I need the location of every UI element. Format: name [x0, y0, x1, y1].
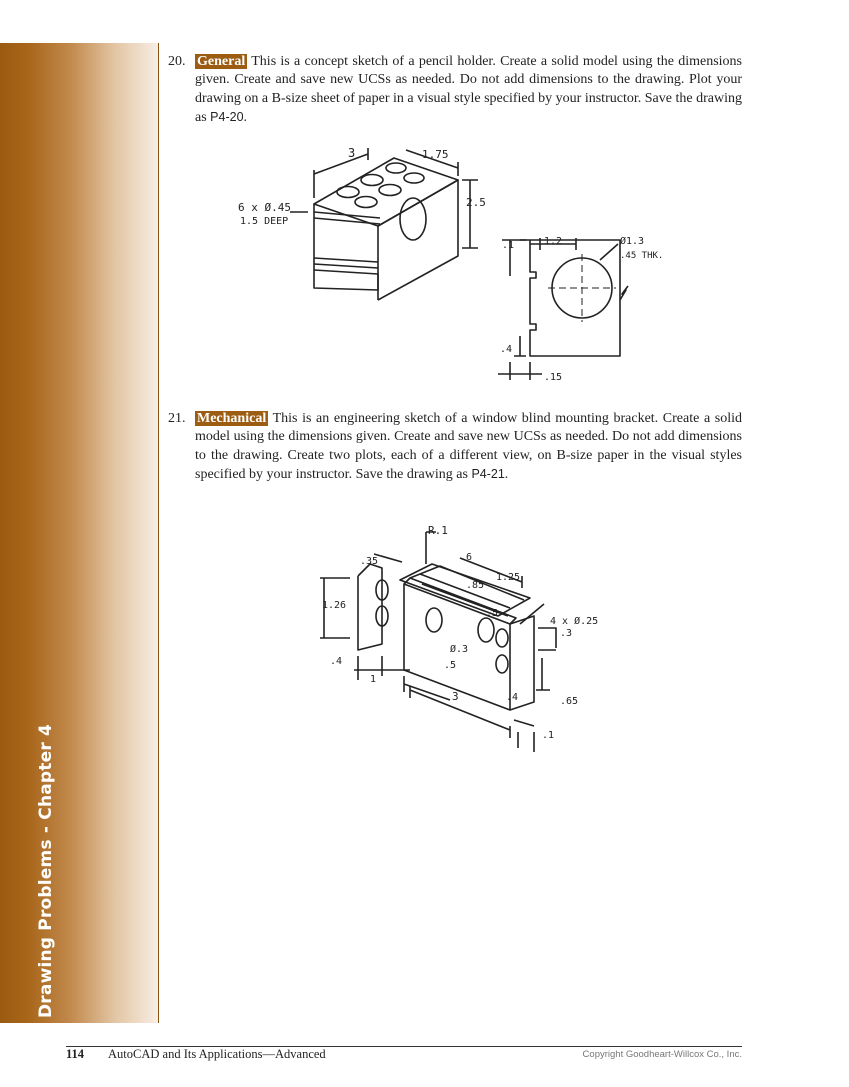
dim-label: 1.26 [322, 600, 347, 611]
sentence-end: . [504, 466, 509, 482]
dim-label: 2.5 [466, 196, 486, 209]
dim-label: .6 [460, 552, 473, 563]
chapter-sidebar [0, 43, 159, 1023]
file-name: P4-20 [210, 109, 244, 124]
dim-label: 1.25 [496, 572, 521, 583]
dim-label: .15 [544, 372, 563, 383]
file-name: P4-21 [471, 466, 505, 481]
dim-label: 3 [348, 146, 356, 160]
dim-label: .45 THK. [620, 251, 664, 261]
book-title: AutoCAD and Its Applications—Advanced [108, 1047, 326, 1061]
dim-label: .4 [330, 656, 343, 667]
dim-label: .35 [360, 556, 379, 567]
dim-label: .85 [466, 580, 485, 591]
dim-label: 1.2 [544, 236, 563, 247]
dim-label: .1 [542, 730, 555, 741]
dim-label: .5 [444, 660, 457, 671]
sentence-end: . [243, 109, 248, 125]
dim-label: 3 [452, 690, 459, 703]
dim-label: R.1 [428, 524, 448, 537]
page-number: 114 [66, 1047, 85, 1061]
dim-label: 4 x Ø.25 [550, 616, 599, 627]
dim-label: .5 [486, 608, 499, 619]
dim-label: 1.75 [422, 148, 449, 161]
category-tag: Mechanical [197, 411, 267, 426]
dim-label: .3 [560, 628, 573, 639]
dim-label: Ø.3 [450, 644, 469, 655]
dim-label: .65 [560, 696, 579, 707]
dim-label: .1 [502, 240, 515, 251]
dim-label: 1.5 DEEP [240, 216, 289, 227]
copyright-notice: Copyright Goodheart-Willcox Co., Inc. [582, 1049, 742, 1060]
dim-label: .4 [506, 692, 519, 703]
problem-21 [168, 410, 742, 484]
problem-text: This is an engineering sketch of a window blind mounting bracket. Create a solid model using the dimensions given. Create and save new UCSs as needed. Do not add dimensions to the drawing. Create two plots, each of a different view, on B-size paper in the visual styles specified by your instructor. Save the drawing as [195, 411, 743, 482]
category-tag: General [197, 54, 246, 69]
bracket-sketch [310, 520, 630, 760]
problem-number: 20. [168, 54, 186, 69]
problem-number: 21. [168, 411, 186, 426]
sidebar-title: Drawing Problems - Chapter 4 [36, 723, 56, 1018]
dim-label: 6 x Ø.45 [238, 201, 291, 214]
dim-label: 1 [370, 674, 377, 685]
problem-text: This is a concept sketch of a pencil holder. Create a solid model using the dimensions given. Create and save new UCSs as needed. Do not add dimensions to the drawing. Plot your drawing on a B-size sheet of paper in a visual style specified by your instructor. Save the drawing as [195, 54, 742, 125]
dim-label: Ø1.3 [620, 236, 645, 247]
problem-20 [168, 53, 742, 127]
dim-label: .4 [500, 344, 513, 355]
pencil-holder-sketch [230, 140, 690, 390]
